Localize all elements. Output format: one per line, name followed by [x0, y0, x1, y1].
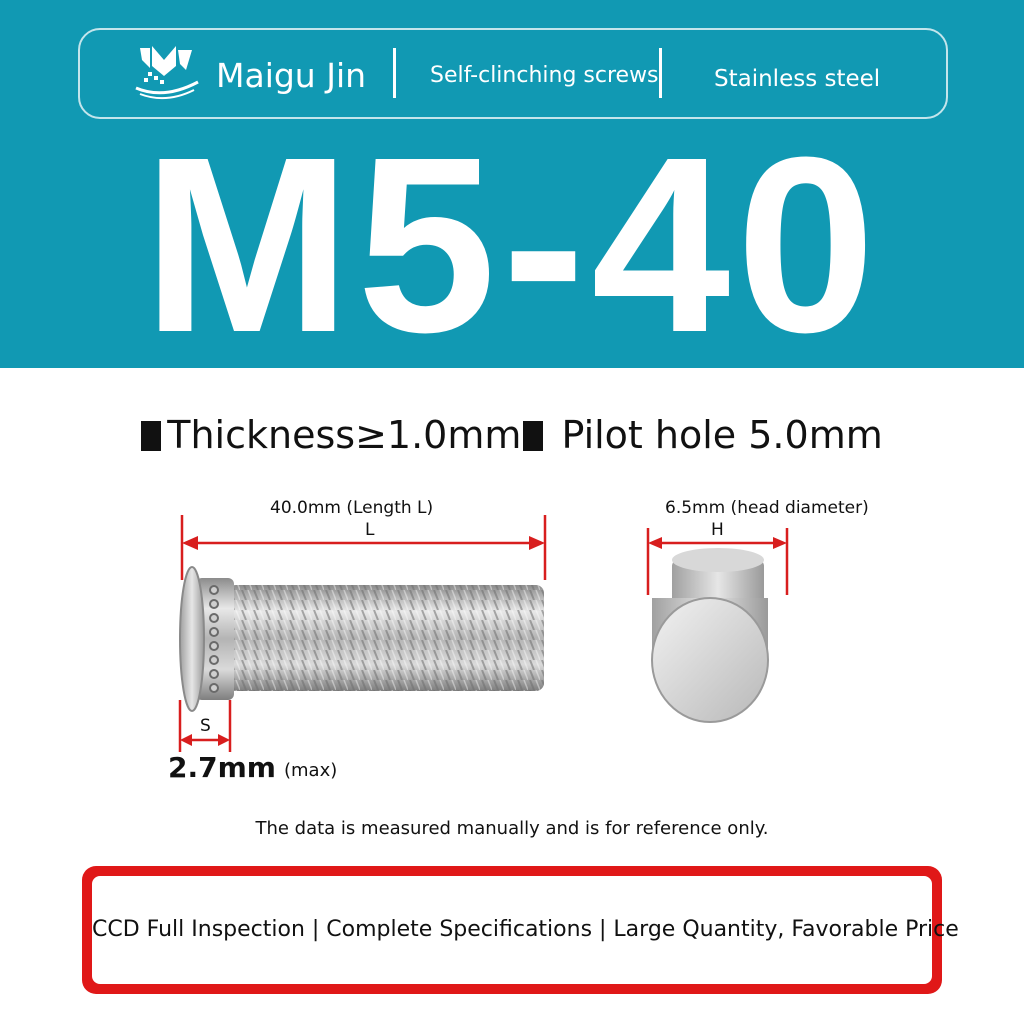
missing-glyph-icon: [523, 421, 543, 451]
header-divider: [659, 48, 662, 98]
head-diameter-label: 6.5mm (head diameter): [665, 498, 869, 518]
brand-logo-icon: [134, 42, 200, 102]
s-value: 2.7mm: [168, 751, 276, 784]
s-max-label: (max): [284, 760, 338, 781]
head-letter: H: [711, 520, 724, 540]
spec-line: [0, 413, 1024, 457]
pilot-hole-spec: Pilot hole 5.0mm: [561, 413, 883, 457]
screw-diagram: [0, 470, 1024, 800]
length-letter: L: [365, 520, 375, 540]
s-letter: S: [200, 716, 211, 736]
material-label: Stainless steel: [714, 66, 881, 92]
model-title: M5-40: [142, 105, 882, 384]
screw-side-view: [180, 567, 544, 711]
missing-glyph-icon: [141, 421, 161, 451]
product-type-label: Self-clinching screws: [430, 63, 659, 88]
thickness-spec: Thickness≥1.0mm: [167, 413, 522, 457]
length-label: 40.0mm (Length L): [270, 498, 434, 518]
length-dimension: [182, 515, 545, 580]
screw-end-view: [652, 548, 768, 722]
footer-text: CCD Full Inspection | Complete Specifications | Large Quantity, Favorable Price: [92, 917, 959, 942]
brand-name: Maigu Jin: [216, 56, 367, 95]
header-divider: [393, 48, 396, 98]
disclaimer-note: The data is measured manually and is for reference only.: [255, 818, 769, 839]
